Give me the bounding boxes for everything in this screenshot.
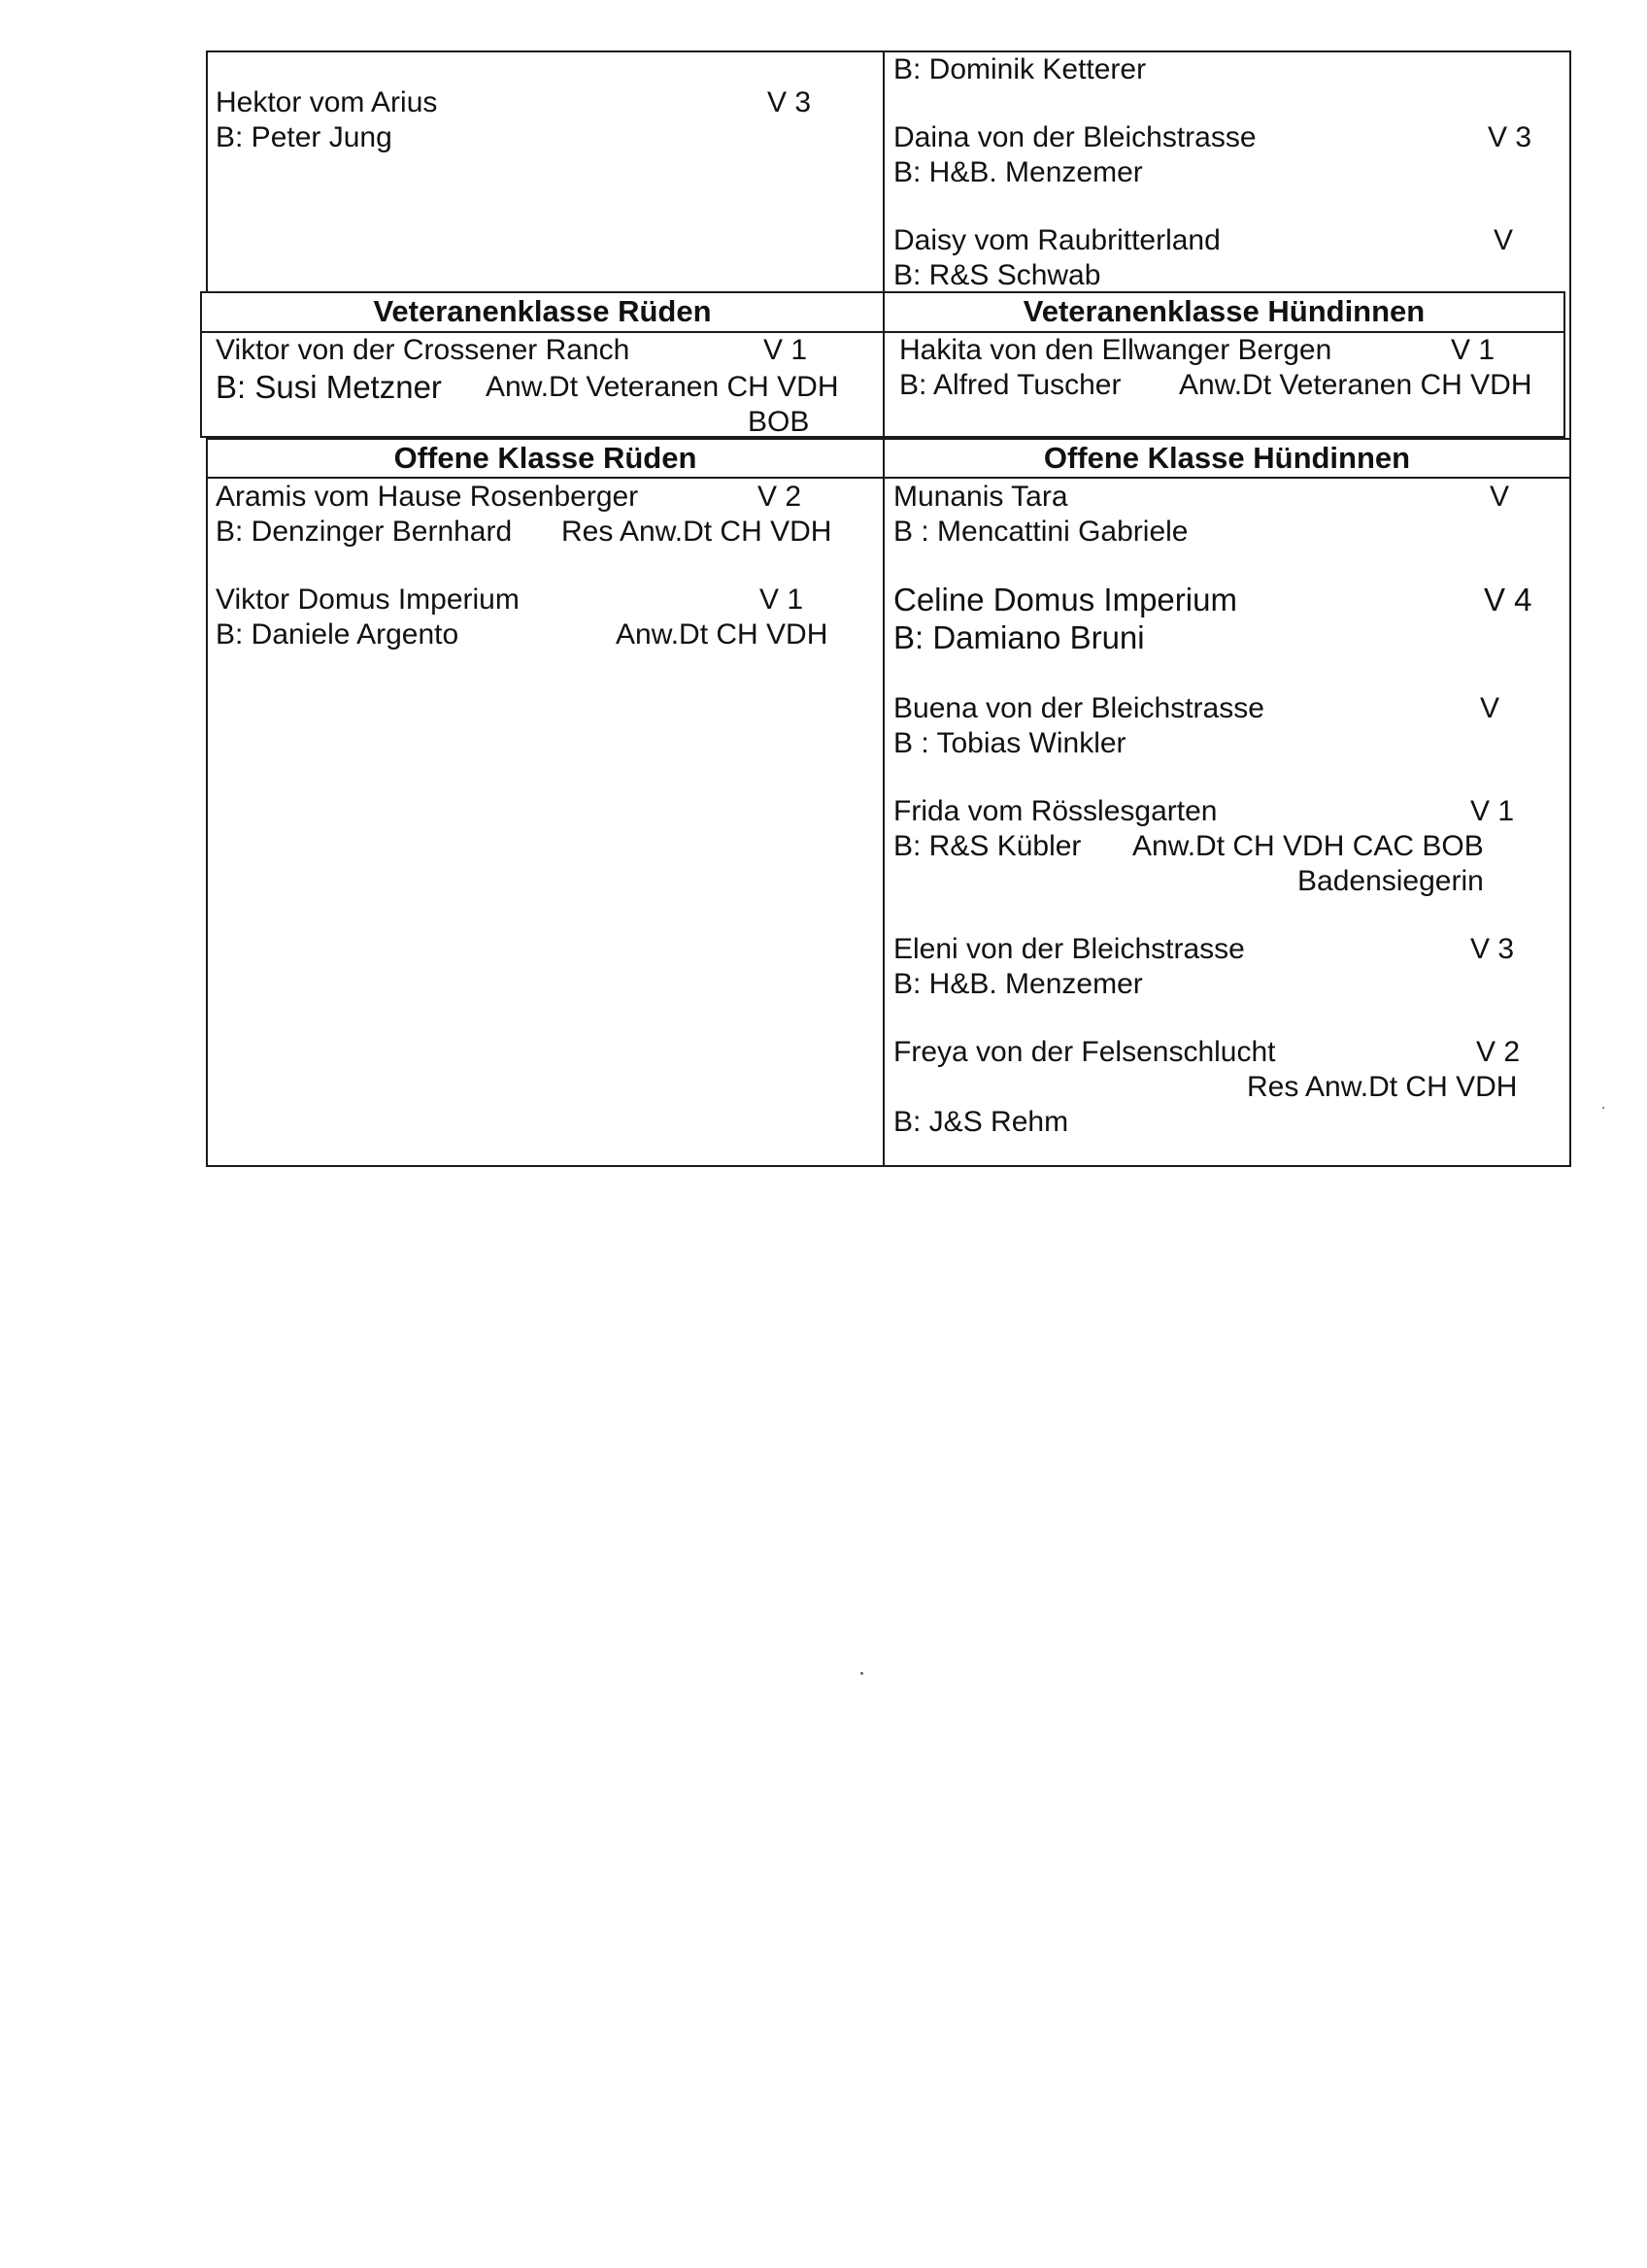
open-border-top [206,438,1571,440]
entry-breeder: B: Daniele Argento [216,618,459,650]
entry-award: Anw.Dt CH VDH CAC BOB [1132,830,1484,862]
entry-breeder: B: R&S Schwab [893,259,1101,291]
section-header-veteran-males: Veteranenklasse Rüden [373,294,712,328]
entry-grade: V 3 [767,86,812,118]
entry-name: Freya von der Felsenschlucht [893,1036,1276,1068]
table-border-left-upper [206,50,208,291]
entry-grade: V 1 [1451,334,1496,366]
section-header-veteran-females: Veteranenklasse Hündinnen [1023,294,1426,328]
entry-grade: V 2 [1476,1036,1521,1068]
entry-grade: V 2 [757,481,802,513]
entry-grade: V 1 [763,334,808,366]
scan-speck [860,1672,863,1675]
entry-grade: V 3 [1470,933,1515,965]
entry-award: Res Anw.Dt CH VDH [561,516,832,548]
veteran-border-right [1563,291,1565,437]
section-header-open-females: Offene Klasse Hündinnen [1043,441,1411,475]
table-border-right [1569,50,1571,1167]
entry-award: Badensiegerin [1297,865,1484,897]
entry-breeder: B: H&B. Menzemer [893,968,1143,1000]
entry-award: Anw.Dt Veteranen CH VDH [486,371,839,403]
entry-name: Viktor von der Crossener Ranch [216,334,630,366]
entry-breeder: B: H&B. Menzemer [893,156,1143,188]
entry-breeder: B : Mencattini Gabriele [893,516,1189,548]
scan-speck [1602,1107,1604,1109]
entry-name: Viktor Domus Imperium [216,584,520,616]
table-border-top [206,50,1571,52]
open-border-left [206,438,208,1167]
entry-grade: V 1 [759,584,804,616]
table-divider-middle [883,50,885,1167]
entry-name: Frida vom Rösslesgarten [893,795,1218,827]
entry-grade: V 3 [1488,121,1532,153]
veteran-border-top [200,291,1565,293]
entry-grade: V [1480,692,1500,724]
entry-breeder: B: Peter Jung [216,121,392,153]
entry-award: Anw.Dt Veteranen CH VDH [1179,369,1532,401]
entry-breeder: B: J&S Rehm [893,1106,1069,1138]
open-header-underline [206,477,1571,479]
entry-grade: V [1490,481,1510,513]
entry-name: Daisy vom Raubritterland [893,224,1221,256]
entry-name: Celine Domus Imperium [893,582,1237,617]
entry-grade: V [1494,224,1514,256]
entry-grade: V 4 [1484,582,1532,617]
entry-name: Daina von der Bleichstrasse [893,121,1257,153]
table-border-bottom [206,1165,1571,1167]
entry-name: Eleni von der Bleichstrasse [893,933,1245,965]
entry-breeder: B: Alfred Tuscher [899,369,1122,401]
entry-grade: V 1 [1470,795,1515,827]
entry-award: BOB [748,406,810,438]
entry-award: Anw.Dt CH VDH [616,618,828,650]
entry-breeder: B: Susi Metzner [216,369,442,405]
entry-name: Hektor vom Arius [216,86,438,118]
section-header-open-males: Offene Klasse Rüden [393,441,697,475]
entry-breeder: B: Damiano Bruni [893,619,1145,655]
entry-name: Buena von der Bleichstrasse [893,692,1264,724]
entry-breeder: B: Denzinger Bernhard [216,516,513,548]
entry-breeder: B: R&S Kübler [893,830,1082,862]
entry-breeder: B : Tobias Winkler [893,727,1126,759]
entry-name: Munanis Tara [893,481,1068,513]
entry-name: Aramis vom Hause Rosenberger [216,481,639,513]
entry-name: Hakita von den Ellwanger Bergen [899,334,1332,366]
entry-award: Res Anw.Dt CH VDH [1247,1071,1518,1103]
entry-breeder: B: Dominik Ketterer [893,53,1147,85]
